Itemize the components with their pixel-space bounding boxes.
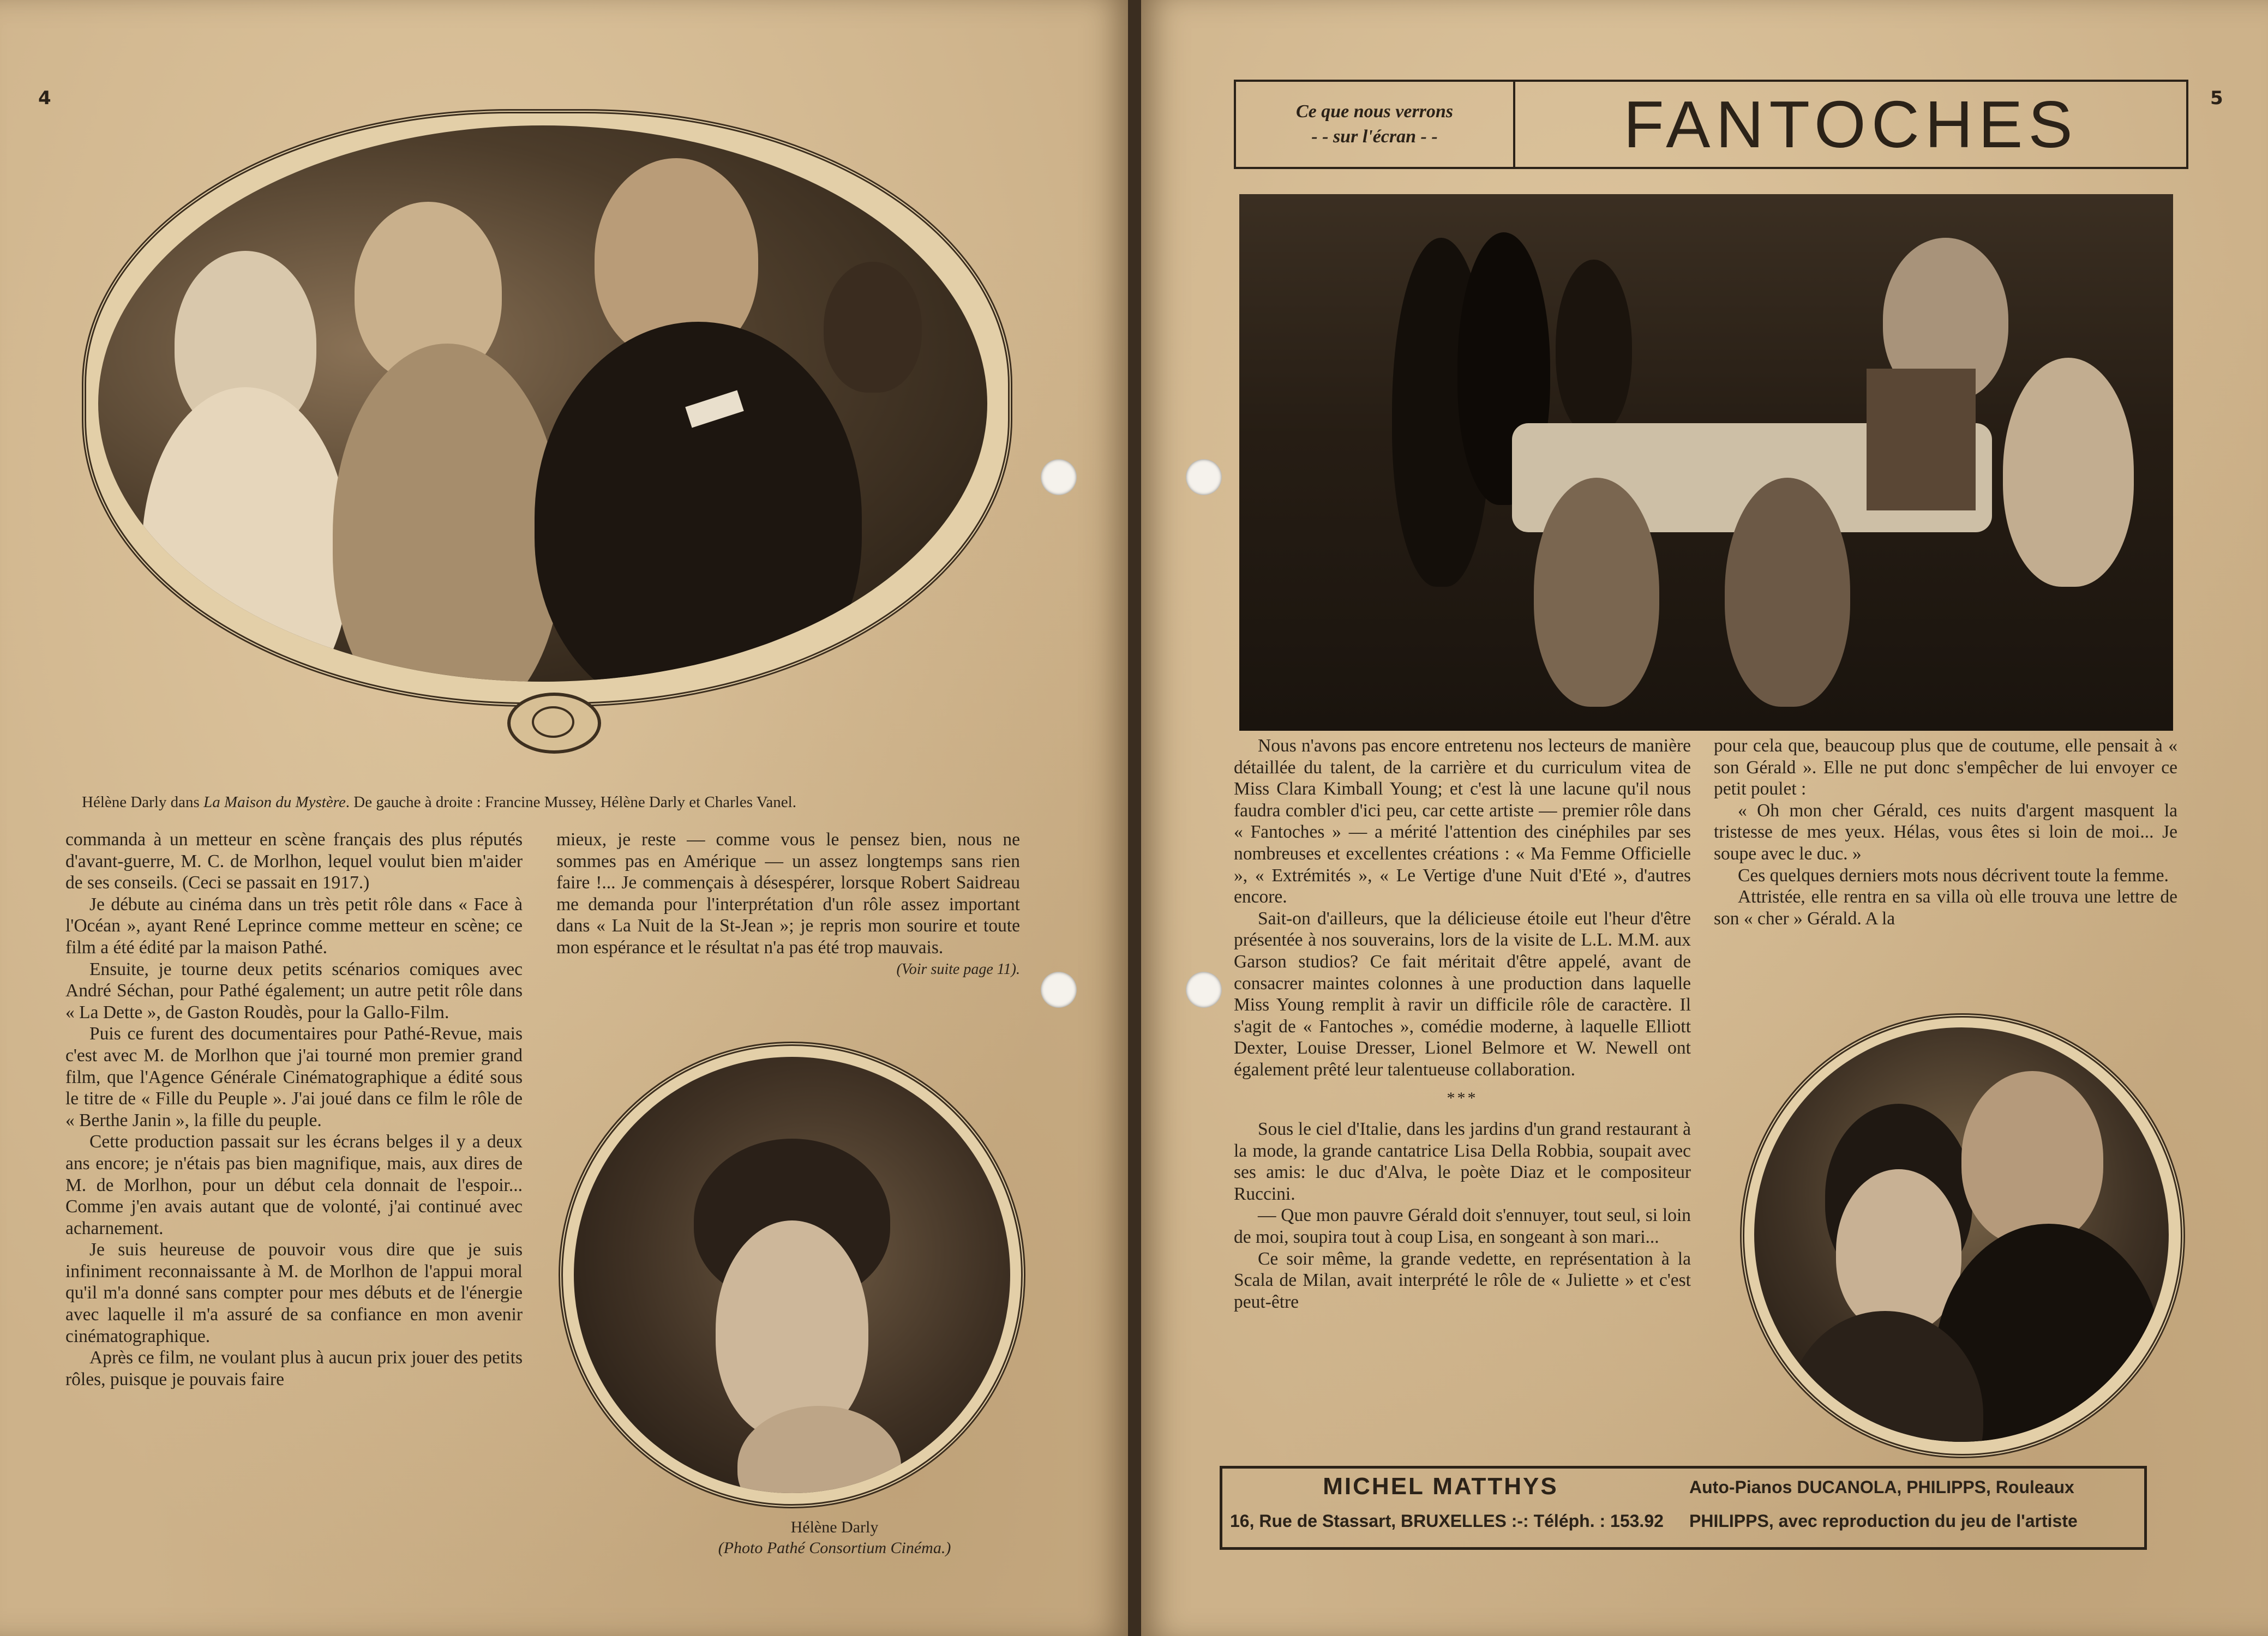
paragraph: Ces quelques derniers mots nous décrivent toute la femme. <box>1738 865 2169 886</box>
masthead-subtitle <box>1236 82 1515 167</box>
masthead-title: FANTOCHES <box>1623 87 2078 161</box>
binder-hole <box>1186 459 1222 495</box>
ad-company-name: MICHEL MATTHYS <box>1323 1473 1558 1500</box>
ad-products-line1: Auto-Pianos DUCANOLA, PHILIPPS, Rouleaux <box>1689 1477 2074 1497</box>
article-column-2 <box>556 829 1020 980</box>
binder-hole <box>1041 459 1077 495</box>
section-masthead <box>1234 80 2188 169</box>
fantoches-column-2 <box>1714 735 2177 929</box>
left-page <box>0 0 1128 1636</box>
paragraph: Je débute au cinéma dans un très petit rôle dans « Face à l'Océan », ayant René Leprince comme metteur en scène; ce film a été édité par la maison Pathé. <box>65 894 523 958</box>
paragraph: pour cela que, beaucoup plus que de coutume, elle pensait à « son Gérald ». Elle ne put donc s'empêcher de lui envoyer ce petit poulet : <box>1714 736 2177 799</box>
ad-products-line2: PHILIPPS, avec reproduction du jeu de l'artiste <box>1689 1511 2078 1531</box>
portrait-helene-darly <box>574 1057 1010 1493</box>
binder-hole <box>1186 972 1222 1008</box>
article-column-1 <box>65 829 523 1390</box>
paragraph: Puis ce furent des documentaires pour Pathé-Revue, mais c'est avec M. de Morlhon que j'ai tourné mon premier grand film, que l'Agence Générale Cinématographique a édité sous le titre de « Fille du Peuple ». J'ai joué dans ce film le rôle de « Berthe Janin », la fille du peuple. <box>65 1024 523 1130</box>
paragraph: Ce soir même, la grande vedette, en représentation à la Scala de Milan, avait interprété le rôle de « Juliette » et c'est peut-être <box>1234 1248 1691 1312</box>
top-photo-caption <box>82 792 1058 813</box>
caption-suffix: . De gauche à droite : Francine Mussey, Hélène Darly et Charles Vanel. <box>345 793 796 811</box>
paragraph: Cette production passait sur les écrans belges il y a deux ans encore; je n'étais pas bien magnifique, mais, aux dires de M. de Morlhon, pour un début cela donnait de l'espoir... Comme j'en avais autant que de volonté, j'ai continué avec acharnement. <box>65 1132 523 1238</box>
page-number-right: 5 <box>2210 87 2223 109</box>
portrait-caption-name: Hélène Darly <box>790 1518 879 1536</box>
section-stars: *** <box>1447 1088 1478 1107</box>
paragraph: Après ce film, ne voulant plus à aucun prix jouer des petits rôles, puisque je pouvais faire <box>65 1348 523 1390</box>
page-gutter <box>1128 0 1141 1636</box>
binder-hole <box>1041 972 1077 1008</box>
paragraph: Attristée, elle rentra en sa villa où elle trouva une lettre de son « cher » Gérald. A la <box>1714 887 2177 929</box>
paragraph: mieux, je reste — comme vous le pensez bien, nous ne sommes pas en Amérique — un assez longtemps sans rien faire !... Je commençais à désespérer, lorsque Robert Saidreau me demanda pour l'interprétation d'un rôle assez important dans « La Nuit de la St-Jean »; je repris mon sourire et toute mon espérance et le résultat n'a pas été trop mauvais. <box>556 829 1020 958</box>
film-still-maison-du-mystere <box>98 125 987 682</box>
masthead-subtitle-line2: - - sur l'écran - - <box>1311 127 1438 147</box>
paragraph: commanda à un metteur en scène français des plus réputés d'avant-guerre, M. C. de Morlhon, lequel voulut bien m'aider de ses conseils. (Ceci se passait en 1917.) <box>65 829 523 893</box>
paragraph: Je suis heureuse de pouvoir vous dire que je suis infiniment reconnaissante à M. de Morlhon de l'appui moral qu'il m'a donné sans compter pour mes débuts et de l'énergie avec laquelle il m'a assuré de sa confiance en mon avenir cinématographique. <box>65 1240 523 1346</box>
ad-address: 16, Rue de Stassart, BRUXELLES :-: Téléph. : 153.92 <box>1230 1511 1664 1531</box>
fantoches-column-1 <box>1234 735 1691 1313</box>
paragraph: Sait-on d'ailleurs, que la délicieuse étoile eut l'heur d'être présentée à nos souverains, lors de la visite de L.L. M.M. aux Garson studios? Ce fait méritait d'être appelé, avant de consacrer maintes colonnes à une production dans laquelle Miss Young remplit à ravir un difficile rôle de caractère. Il s'agit de « Fantoches », comédie moderne, à laquelle Elliott Dexter, Louise Dresser, Lionel Belmore et W. Newell ont également prêté leur talentueuse collaboration. <box>1234 908 1691 1080</box>
paragraph: « Oh mon cher Gérald, ces nuits d'argent masquent la tristesse de mes yeux. Hélas, vous êtes si loin de moi... Je soupe avec le duc. » <box>1714 800 2177 864</box>
paragraph: Nous n'avons pas encore entretenu nos lecteurs de manière détaillée du talent, de la carrière et du curriculum vitea de Miss Clara Kimball Young; et c'est là une lacune qu'il nous faudra combler d'ici peu, car cette artiste — premier rôle dans « Fantoches » — a mérité l'attention des cinéphiles par ses nombreuses et excellentes créations : « Ma Femme Officielle », « Extrémités », « Le Vertige d'une Nuit d'Eté », d'autres encore. <box>1234 736 1691 907</box>
film-still-fantoches-kiss <box>1754 1027 2169 1442</box>
portrait-caption <box>671 1517 998 1559</box>
caption-film-title: La Maison du Mystère <box>203 793 346 811</box>
ornament-bottom-inner <box>532 706 574 738</box>
caption-prefix: Hélène Darly dans <box>82 793 204 811</box>
masthead-subtitle-line1: Ce que nous verrons <box>1295 101 1454 122</box>
paragraph: Sous le ciel d'Italie, dans les jardins d'un grand restaurant à la mode, la grande cantatrice Lisa Della Robbia, soupait avec ses amis: le duc d'Alva, le poète Diaz et le compositeur Ruccini. <box>1234 1119 1691 1204</box>
advertisement-michel-matthys <box>1220 1466 2147 1550</box>
paragraph: — Que mon pauvre Gérald doit s'ennuyer, tout seul, si loin de moi, soupira tout à coup Lisa, en songeant à son mari... <box>1234 1205 1691 1248</box>
paragraph: Ensuite, je tourne deux petits scénarios comiques avec André Séchan, pour Pathé également; un autre petit rôle dans « La Dette », de Gaston Roudès, pour la Gallo-Film. <box>65 959 523 1022</box>
continued-note: (Voir suite page 11). <box>896 960 1020 978</box>
portrait-caption-credit: (Photo Pathé Consortium Cinéma.) <box>718 1539 951 1557</box>
page-number-left: 4 <box>38 87 51 109</box>
film-still-fantoches <box>1239 194 2173 731</box>
